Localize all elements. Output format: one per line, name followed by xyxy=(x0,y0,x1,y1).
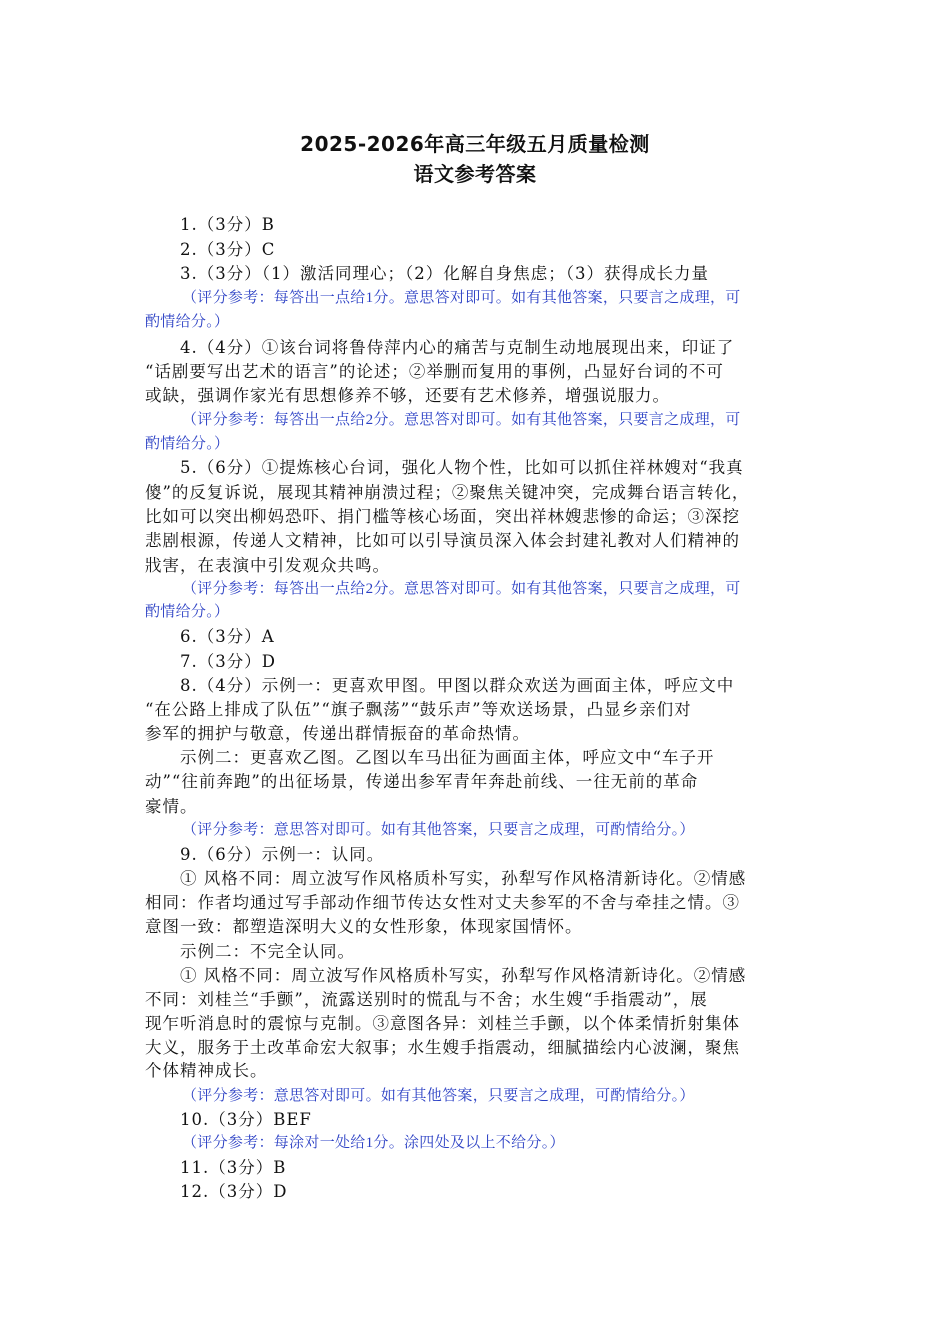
answer-line: 动”“往前奔跑”的出征场景，传递出参军青年奔赴前线、一往无前的革命 xyxy=(145,772,699,791)
answer-line: 示例二：更喜欢乙图。乙图以车马出征为画面主体，呼应文中“车子开 xyxy=(180,748,715,767)
answer-line: 戕害，在表演中引发观众共鸣。 xyxy=(145,556,390,575)
document-title: 2025-2026年高三年级五月质量检测 xyxy=(300,132,650,156)
document-subtitle: 语文参考答案 xyxy=(413,162,537,186)
answer-line: 不同：刘桂兰“手颤”，流露送别时的慌乱与不舍；水生嫂“手指震动”，展 xyxy=(145,990,708,1009)
answer-line: ① 风格不同：周立波写作风格质朴写实，孙犁写作风格清新诗化。②情感 xyxy=(180,869,747,888)
scoring-note-line: （评分参考：意思答对即可。如有其他答案，只要言之成理，可酌情给分。） xyxy=(182,822,695,838)
answer-line: 大义，服务于土改革命宏大叙事；水生嫂手指震动，细腻描绘内心波澜，聚焦 xyxy=(145,1038,740,1057)
answer-line: 或缺，强调作家光有思想修养不够，还要有艺术修养，增强说服力。 xyxy=(145,386,670,405)
answer-line: “在公路上排成了队伍”“旗子飘荡”“鼓乐声”等欢送场景，凸显乡亲们对 xyxy=(145,700,692,719)
scoring-note-line: 酌情给分。） xyxy=(145,604,230,620)
answer-line: 豪情。 xyxy=(145,797,198,816)
answer-line: 1.（3分）B xyxy=(180,215,275,234)
answer-line: 6.（3分）A xyxy=(180,627,275,646)
answer-line: “话剧要写出艺术的语言”的论述；②举删而复用的事例，凸显好台词的不可 xyxy=(145,362,724,381)
answer-line: 10.（3分）BEF xyxy=(180,1110,312,1129)
scoring-note-line: （评分参考：每涂对一处给1分。涂四处及以上不给分。） xyxy=(182,1135,565,1151)
answer-line: ① 风格不同：周立波写作风格质朴写实，孙犁写作风格清新诗化。②情感 xyxy=(180,966,747,985)
answer-line: 比如可以突出柳妈恐吓、捐门槛等核心场面，突出祥林嫂悲惨的命运；③深挖 xyxy=(145,507,740,526)
answer-line: 傻”的反复诉说，展现其精神崩溃过程；②聚焦关键冲突，完成舞台语言转化， xyxy=(145,483,750,502)
answer-line: 7.（3分）D xyxy=(180,652,276,671)
answer-line: 参军的拥护与敬意，传递出群情振奋的革命热情。 xyxy=(145,724,530,743)
answer-line: 示例二：不完全认同。 xyxy=(180,942,355,961)
answer-line: 4.（4分）①该台词将鲁侍萍内心的痛苦与克制生动地展现出来，印证了 xyxy=(180,338,735,357)
answer-line: 个体精神成长。 xyxy=(145,1061,268,1080)
scoring-note-line: （评分参考：每答出一点给2分。意思答对即可。如有其他答案，只要言之成理，可 xyxy=(182,581,741,597)
scoring-note-line: 酌情给分。） xyxy=(145,314,230,330)
answer-line: 相同：作者均通过写手部动作细节传达女性对丈夫参军的不舍与牵挂之情。③ xyxy=(145,893,740,912)
scoring-note-line: 酌情给分。） xyxy=(145,436,230,452)
scoring-note-line: （评分参考：每答出一点给1分。意思答对即可。如有其他答案，只要言之成理，可 xyxy=(182,290,741,306)
answer-line: 9.（6分）示例一：认同。 xyxy=(180,845,385,864)
answer-line: 8.（4分）示例一：更喜欢甲图。甲图以群众欢送为画面主体，呼应文中 xyxy=(180,676,735,695)
answer-line: 意图一致：都塑造深明大义的女性形象，体现家国情怀。 xyxy=(145,917,583,936)
scoring-note-line: （评分参考：意思答对即可。如有其他答案，只要言之成理，可酌情给分。） xyxy=(182,1088,695,1104)
answer-line: 11.（3分）B xyxy=(180,1158,287,1177)
answer-line: 现乍听消息时的震惊与克制。③意图各异：刘桂兰手颤，以个体柔情折射集体 xyxy=(145,1014,740,1033)
answer-line: 12.（3分）D xyxy=(180,1182,288,1201)
answer-line: 2.（3分）C xyxy=(180,240,276,259)
answer-line: 悲剧根源，传递人文精神，比如可以引导演员深入体会封建礼教对人们精神的 xyxy=(145,531,740,550)
answer-line: 5.（6分）①提炼核心台词，强化人物个性，比如可以抓住祥林嫂对“我真 xyxy=(180,458,744,477)
scoring-note-line: （评分参考：每答出一点给2分。意思答对即可。如有其他答案，只要言之成理，可 xyxy=(182,412,741,428)
answer-line: 3.（3分）（1）激活同理心；（2）化解自身焦虑；（3）获得成长力量 xyxy=(180,264,709,283)
